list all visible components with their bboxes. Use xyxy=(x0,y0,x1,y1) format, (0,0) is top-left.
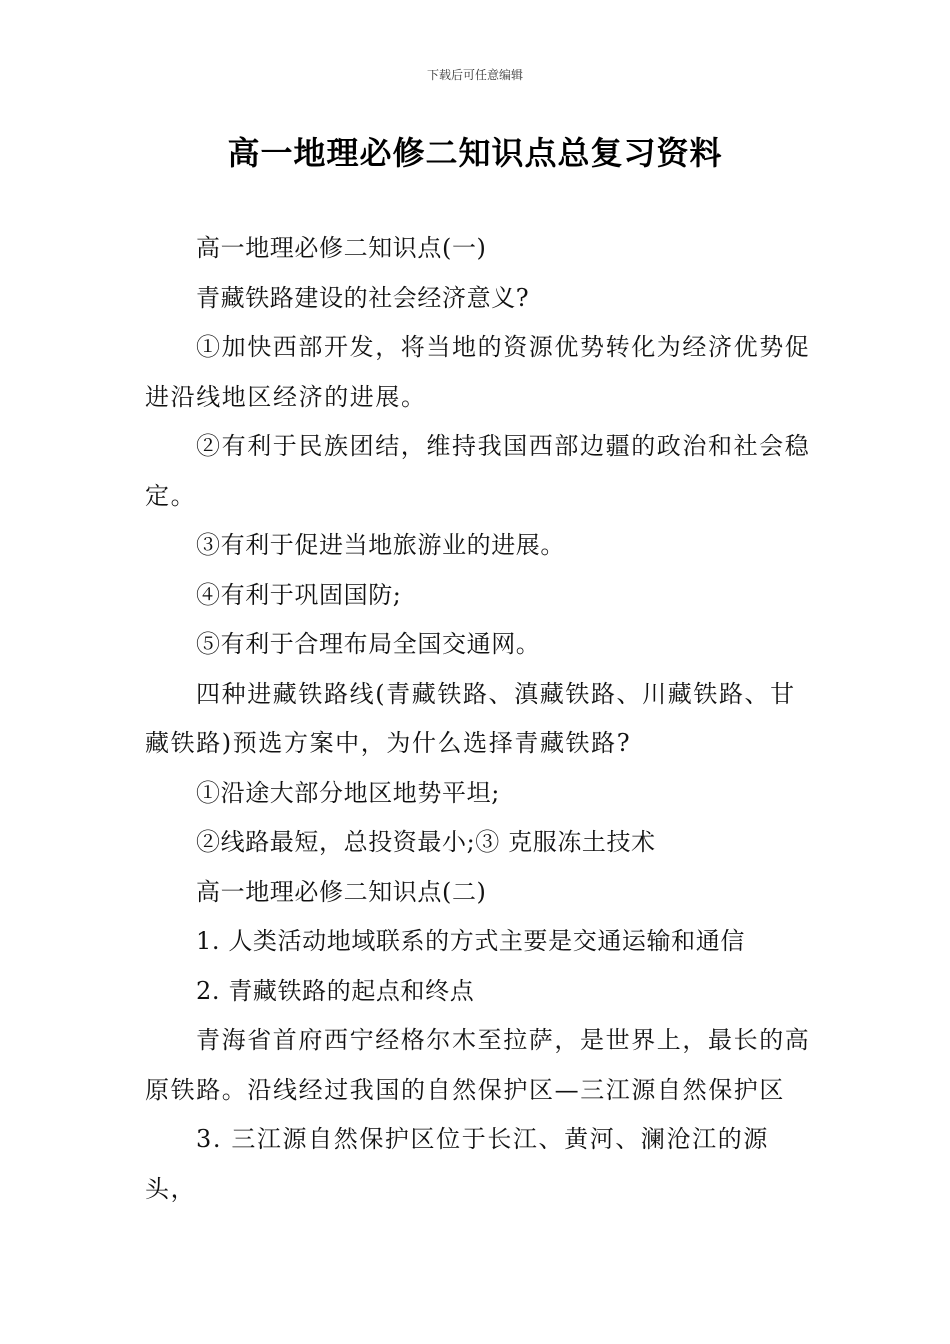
body-paragraph: 2. 青藏铁路的起点和终点 xyxy=(196,976,475,1005)
document-body xyxy=(145,224,815,1214)
body-paragraph: ⑤有利于合理布局全国交通网。 xyxy=(196,630,541,658)
body-paragraph: 青藏铁路建设的社会经济意义? xyxy=(196,283,530,312)
body-paragraph: ①沿途大部分地区地势平坦; xyxy=(196,778,500,807)
page-header-note: 下载后可任意编辑 xyxy=(426,68,523,82)
body-paragraph: ③有利于促进当地旅游业的进展。 xyxy=(196,531,565,559)
document-title: 高一地理必修二知识点总复习资料 xyxy=(227,134,723,172)
body-paragraph: 1. 人类活动地域联系的方式主要是交通运输和通信 xyxy=(196,927,745,955)
body-paragraph: ①加快西部开发，将当地的资源优势转化为经济优势促进沿线地区经济的进展。 xyxy=(145,333,811,411)
body-paragraph: ④有利于巩固国防; xyxy=(196,580,402,609)
body-paragraph: 四种进藏铁路线(青藏铁路、滇藏铁路、川藏铁路、甘藏铁路)预选方案中，为什么选择青藏铁路? xyxy=(145,679,796,757)
body-paragraph: 高一地理必修二知识点(二) xyxy=(196,877,487,906)
body-paragraph: 3. 三江源自然保护区位于长江、黄河、澜沧江的源头， xyxy=(145,1125,769,1203)
body-paragraph: ②有利于民族团结，维持我国西部边疆的政治和社会稳定。 xyxy=(145,432,811,510)
body-paragraph: 高一地理必修二知识点(一) xyxy=(196,234,487,262)
body-paragraph: 青海省首府西宁经格尔木至拉萨，是世界上，最长的高原铁路。沿线经过我国的自然保护区—三江源自然保护区 xyxy=(145,1026,811,1104)
body-paragraph: ②线路最短，总投资最小;③ 克服冻土技术 xyxy=(196,828,656,856)
